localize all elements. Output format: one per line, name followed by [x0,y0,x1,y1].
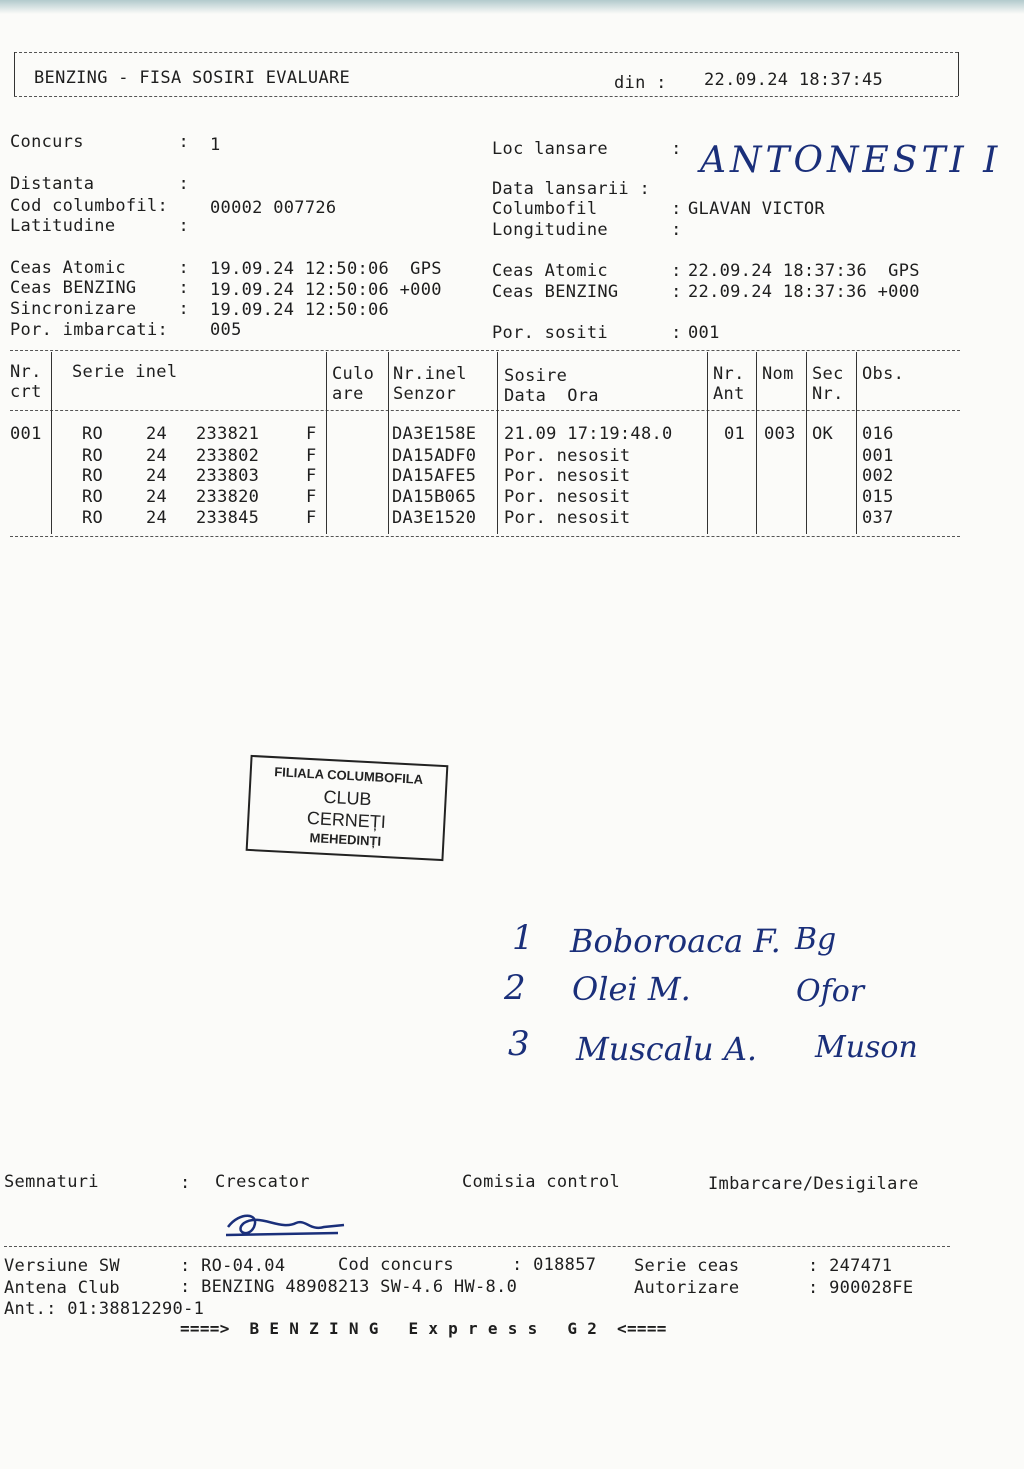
cod-concurs-label: Cod concurs [338,1255,454,1275]
scan-edge [0,0,1024,14]
cell-an: 24 [146,466,168,486]
din-value: 22.09.24 18:37:45 [704,70,884,90]
cell-inel: 233821 [196,424,260,444]
stamp-line-2: CLUB [323,786,373,810]
ceas-atomic-label: Ceas Atomic : [10,258,190,278]
cod-label: Cod columbofil: [10,196,169,216]
header-ant: Ant [713,384,745,404]
ceas-benzing-right-label: Ceas BENZING : [492,282,682,302]
cell-tara: RO [82,508,104,528]
cell-senzor: DA3E1520 [392,508,477,528]
cell-senzor: DA3E158E [392,424,477,444]
cell-tara: RO [82,446,104,466]
header-sosire: Sosire [504,366,568,386]
cell-sosire: Por. nesosit [504,446,631,466]
cell-sosire: Por. nesosit [504,508,631,528]
cell-an: 24 [146,487,168,507]
hw-number: 1 [512,918,534,958]
longitudine-label: Longitudine : [492,220,682,240]
cell-inel: 233802 [196,446,260,466]
table-bottom-rule [10,536,960,537]
crescator-label: Crescator [215,1172,310,1192]
hw-signature: Ofor [796,974,865,1009]
table-top-rule [10,350,960,351]
header-nr-ant: Nr. [713,364,745,384]
din-label: din : [614,73,667,93]
cell-obs: 037 [862,508,894,528]
cell-obs: 001 [862,446,894,466]
table-row [0,487,1024,507]
header-senzor: Senzor [393,384,457,404]
cod-value: 00002 007726 [210,198,337,218]
header-nr-inel: Nr.inel [393,364,467,384]
header-data-ora: Data Ora [504,386,599,406]
cell-sex: F [306,446,317,466]
hw-signature: Bg [795,922,837,957]
table-row [0,508,1024,528]
cell-tara: RO [82,424,104,444]
cell-obs: 016 [862,424,894,444]
cell-obs: 015 [862,487,894,507]
benzing-banner: ====> B E N Z I N G E x p r e s s G 2 <==== [180,1319,667,1338]
cell-inel: 233845 [196,508,260,528]
semnaturi-label: Semnaturi [4,1172,99,1192]
cell-an: 24 [146,446,168,466]
hw-name: Muscalu A. [576,1030,758,1068]
autorizare-value: : 900028FE [808,1278,914,1298]
ceas-atomic-value: 19.09.24 12:50:06 GPS [210,259,442,279]
columbofil-value: GLAVAN VICTOR [688,199,825,219]
cod-concurs-value: : 018857 [512,1255,597,1275]
header-obs: Obs. [862,364,905,384]
cell-sec: OK [812,424,834,444]
cell-sosire: Por. nesosit [504,487,631,507]
header-crt: crt [10,382,42,402]
sositi-value: 001 [688,323,720,343]
hw-number: 3 [508,1024,530,1064]
imbarcare-label: Imbarcare/Desigilare [708,1174,919,1194]
cell-obs: 002 [862,466,894,486]
hw-name: Olei M. [572,970,691,1008]
sositi-label: Por. sositi : [492,323,682,343]
antena-value: : BENZING 48908213 SW-4.6 HW-8.0 [180,1277,518,1297]
imbarcati-value: 005 [210,320,242,340]
cell-an: 24 [146,424,168,444]
cell-sosire: 21.09 17:19:48.0 [504,424,673,444]
serie-ceas-label: Serie ceas [634,1256,740,1276]
header-left-border [14,52,15,96]
autorizare-label: Autorizare [634,1278,740,1298]
ceas-benzing-right-value: 22.09.24 18:37:36 +000 [688,282,920,302]
ceas-benzing-label: Ceas BENZING : [10,278,190,298]
hw-name: Boboroaca F. [570,922,781,960]
cell-sex: F [306,487,317,507]
header-culoare-2: are [332,384,364,404]
ant-line: Ant.: 01:38812290-1 [4,1299,205,1319]
stamp-line-1: FILIALA COLUMBOFILA [273,764,424,787]
cell-senzor: DA15B065 [392,487,477,507]
header-nom: Nom [762,364,794,384]
cell-ant: 01 [724,424,746,444]
cell-sosire: Por. nesosit [504,466,631,486]
antena-label: Antena Club [4,1278,120,1298]
columbofil-label: Columbofil : [492,199,682,219]
footer-rule [4,1246,950,1247]
latitudine-label: Latitudine : [10,216,190,236]
document-title: BENZING - FISA SOSIRI EVALUARE [34,68,351,88]
cell-an: 24 [146,508,168,528]
cell-tara: RO [82,466,104,486]
stamp-line-3: CERNEȚI [306,807,387,833]
cell-tara: RO [82,487,104,507]
header-nr: Nr. [10,362,42,382]
hw-number: 2 [504,968,526,1008]
table-header-rule [10,410,960,411]
header-top-rule [14,52,958,53]
loc-lansare-handwritten: ANTONESTI I [700,140,1002,181]
versiune-value: : RO-04.04 [180,1256,286,1276]
table-row [0,466,1024,486]
cell-sex: F [306,466,317,486]
ceas-benzing-value: 19.09.24 12:50:06 +000 [210,280,442,300]
header-right-border [958,52,959,96]
data-lansarii-label: Data lansarii : [492,179,651,199]
nr-crt-value: 001 [10,424,42,444]
cell-nom: 003 [764,424,796,444]
serie-ceas-value: : 247471 [808,1256,893,1276]
club-stamp [246,755,449,861]
stamp-line-4: MEHEDINȚI [309,830,382,849]
ceas-atomic-right-value: 22.09.24 18:37:36 GPS [688,261,920,281]
comisia-label: Comisia control [462,1172,621,1192]
table-row [0,446,1024,466]
cell-senzor: DA15AFE5 [392,466,477,486]
semnaturi-colon: : [180,1173,191,1193]
crescator-signature-scribble [220,1205,350,1245]
versiune-label: Versiune SW [4,1256,120,1276]
header-culoare: Culo [332,364,375,384]
concurs-value: 1 [210,135,221,155]
cell-sex: F [306,508,317,528]
cell-inel: 233820 [196,487,260,507]
sincronizare-label: Sincronizare : [10,299,190,319]
header-bottom-rule [14,96,958,97]
distanta-label: Distanta : [10,174,190,194]
cell-inel: 233803 [196,466,260,486]
imbarcati-label: Por. imbarcati: [10,320,169,340]
cell-sex: F [306,424,317,444]
loc-lansare-label: Loc lansare : [492,139,682,159]
concurs-label: Concurs : [10,132,190,152]
cell-senzor: DA15ADF0 [392,446,477,466]
sincronizare-value: 19.09.24 12:50:06 [210,300,390,320]
header-sec-nr: Nr. [812,384,844,404]
ceas-atomic-right-label: Ceas Atomic : [492,261,682,281]
table-row [0,424,1024,444]
hw-signature: Muson [815,1030,918,1065]
header-sec: Sec [812,364,844,384]
header-serie-inel: Serie inel [72,362,178,382]
